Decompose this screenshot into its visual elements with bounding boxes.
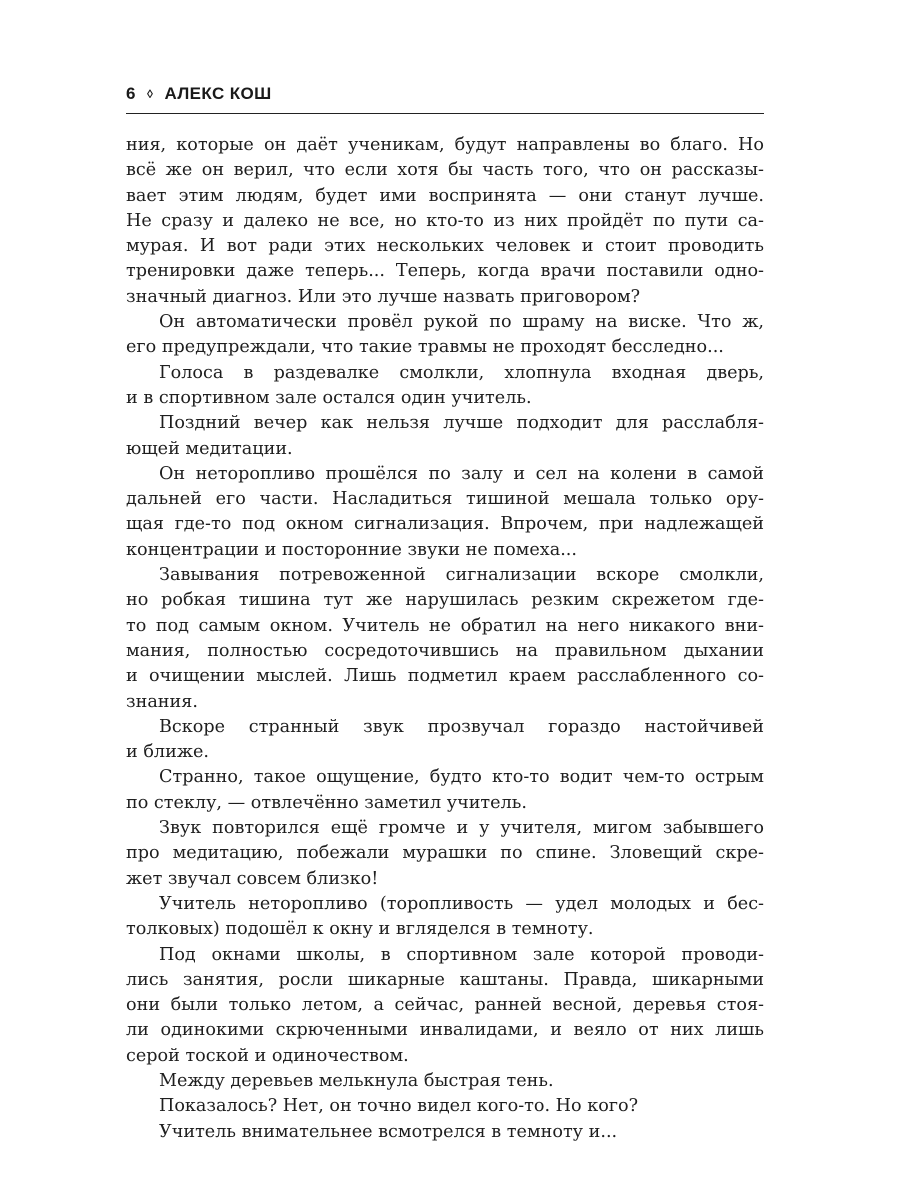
text-line: про медитацию, побежали мурашки по спине. Зловещий скре- [126,843,764,864]
paragraph [126,715,764,766]
text-line: концентрации и посторонние звуки не помеха... [126,539,577,560]
text-line: они были только летом, а сейчас, ранней весной, деревья стоя- [126,995,764,1016]
text-line: мурая. И вот ради этих нескольких человек и стоит проводить [126,236,764,257]
text-line: знания. [126,691,198,712]
header-rule [126,113,764,114]
text-line: ющей медитации. [126,438,293,459]
paragraph [126,943,764,1069]
paragraph [126,816,764,892]
text-line: Поздний вечер как нельзя лучше подходит для расслабля- [159,413,764,434]
text-line: тренировки даже теперь... Теперь, когда врачи поставили одно- [126,261,764,282]
text-line: Он автоматически провёл рукой по шраму на виске. Что ж, [159,312,764,333]
paragraph [126,892,764,943]
paragraph [126,1120,764,1145]
text-line: но робкая тишина тут же нарушилась резким скрежетом где- [126,590,764,611]
text-line: щая где-то под окном сигнализация. Впрочем, при надлежащей [126,514,764,535]
text-line: Вскоре странный звук прозвучал гораздо настойчивей [159,716,764,737]
body-text [126,133,764,1145]
text-line: толковых) подошёл к окну и вгляделся в темноту. [126,919,594,940]
paragraph [126,1094,764,1119]
text-line: мания, полностью сосредоточившись на правильном дыхании [126,640,764,661]
text-line: вает этим людям, будет ими воспринята — они станут лучше. [126,185,764,206]
text-line: ли одинокими скрюченными инвалидами, и веяло от них лишь [126,1020,764,1041]
running-header [126,84,272,105]
paragraph [126,133,764,310]
page-number: 6 [126,84,136,103]
paragraph [126,462,764,563]
text-line: ния, которые он даёт ученикам, будут направлены во благо. Но [126,135,764,155]
text-line: Не сразу и далеко не все, но кто-то из них пройдёт по пути са- [126,210,764,231]
text-line: всё же он верил, что если хотя бы часть того, что он рассказы- [126,160,764,181]
text-line: Звук повторился ещё громче и у учителя, мигом забывшего [159,818,764,839]
text-line: по стеклу, — отвлечённо заметил учитель. [126,792,527,813]
paragraph [126,563,764,715]
text-line: то под самым окном. Учитель не обратил на него никакого вни- [126,615,764,636]
paragraph [126,310,764,361]
text-line: и ближе. [126,742,210,763]
text-line: и очищении мыслей. Лишь подметил краем расслабленного со- [126,666,764,687]
text-line: Учитель неторопливо (торопливость — удел молодых и бес- [159,893,764,914]
paragraph [126,1069,764,1094]
author-name: АЛЕКС КОШ [164,84,272,103]
paragraph [126,361,764,412]
text-line: Под окнами школы, в спортивном зале которой проводи- [159,944,764,965]
text-line: и в спортивном зале остался один учитель. [126,387,532,408]
text-line: Между деревьев мелькнула быстрая тень. [159,1070,554,1091]
text-line: Завывания потревоженной сигнализации вскоре смолкли, [159,565,764,586]
text-line: его предупреждали, что такие травмы не проходят бесследно... [126,337,724,358]
text-line: Странно, такое ощущение, будто кто-то водит чем-то острым [159,767,764,788]
text-line: Учитель внимательнее всмотрелся в темноту и... [159,1121,618,1142]
text-line: Голоса в раздевалке смолкли, хлопнула входная дверь, [159,362,764,383]
paragraph [126,411,764,462]
text-line: дальней его части. Насладиться тишиной мешала только ору- [126,489,764,510]
text-line: серой тоской и одиночеством. [126,1045,409,1066]
text-line: Показалось? Нет, он точно видел кого-то. Но кого? [159,1096,639,1117]
paragraph [126,765,764,816]
text-line: лись занятия, росли шикарные каштаны. Правда, шикарными [126,969,764,990]
text-line: Он неторопливо прошёлся по залу и сел на колени в самой [159,463,764,484]
diamond-separator-icon: ◊ [146,87,154,101]
text-line: значный диагноз. Или это лучше назвать приговором? [126,286,641,307]
text-line: жет звучал совсем близко! [126,868,379,889]
